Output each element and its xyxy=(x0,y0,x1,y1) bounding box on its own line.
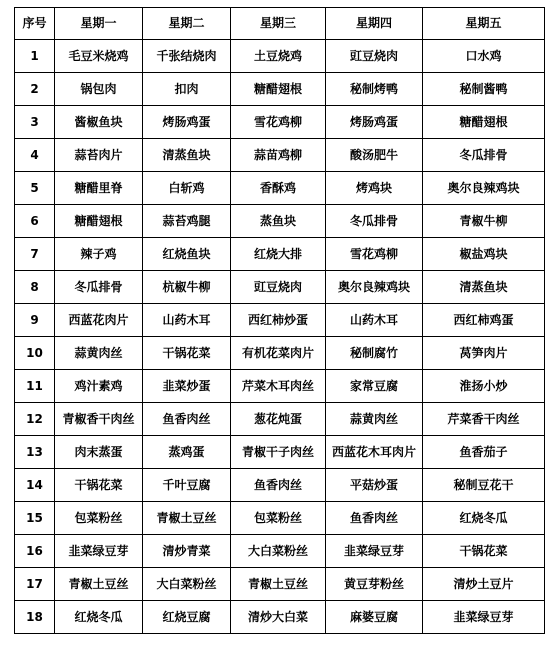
row-index-cell: 1 xyxy=(15,40,55,73)
row-index-cell: 5 xyxy=(15,172,55,205)
dish-cell-friday: 西红柿鸡蛋 xyxy=(423,304,545,337)
dish-cell-friday: 芹菜香干肉丝 xyxy=(423,403,545,436)
table-row xyxy=(15,370,545,403)
dish-cell-friday: 韭菜绿豆芽 xyxy=(423,601,545,634)
dish-cell-wednesday: 青椒干子肉丝 xyxy=(231,436,326,469)
row-index-cell: 4 xyxy=(15,139,55,172)
row-index-cell: 16 xyxy=(15,535,55,568)
dish-cell-monday: 蒜苔肉片 xyxy=(55,139,143,172)
row-index-cell: 8 xyxy=(15,271,55,304)
dish-cell-thursday: 豇豆烧肉 xyxy=(326,40,423,73)
dish-cell-wednesday: 葱花炖蛋 xyxy=(231,403,326,436)
dish-cell-friday: 秘制酱鸭 xyxy=(423,73,545,106)
dish-cell-friday: 奥尔良辣鸡块 xyxy=(423,172,545,205)
table-row xyxy=(15,238,545,271)
dish-cell-monday: 韭菜绿豆芽 xyxy=(55,535,143,568)
dish-cell-friday: 鱼香茄子 xyxy=(423,436,545,469)
dish-cell-thursday: 家常豆腐 xyxy=(326,370,423,403)
dish-cell-thursday: 平菇炒蛋 xyxy=(326,469,423,502)
table-row xyxy=(15,601,545,634)
dish-cell-monday: 干锅花菜 xyxy=(55,469,143,502)
dish-cell-friday: 干锅花菜 xyxy=(423,535,545,568)
dish-cell-wednesday: 红烧大排 xyxy=(231,238,326,271)
dish-cell-tuesday: 烤肠鸡蛋 xyxy=(143,106,231,139)
dish-cell-monday: 青椒土豆丝 xyxy=(55,568,143,601)
dish-cell-monday: 红烧冬瓜 xyxy=(55,601,143,634)
table-row xyxy=(15,337,545,370)
dish-cell-monday: 糖醋里脊 xyxy=(55,172,143,205)
table-row xyxy=(15,73,545,106)
dish-cell-friday: 淮扬小炒 xyxy=(423,370,545,403)
dish-cell-wednesday: 糖醋翅根 xyxy=(231,73,326,106)
dish-cell-wednesday: 蒜苗鸡柳 xyxy=(231,139,326,172)
dish-cell-thursday: 奥尔良辣鸡块 xyxy=(326,271,423,304)
dish-cell-thursday: 黄豆芽粉丝 xyxy=(326,568,423,601)
table-row xyxy=(15,568,545,601)
dish-cell-wednesday: 清炒大白菜 xyxy=(231,601,326,634)
dish-cell-monday: 肉末蒸蛋 xyxy=(55,436,143,469)
dish-cell-tuesday: 清炒青菜 xyxy=(143,535,231,568)
dish-cell-thursday: 秘制烤鸭 xyxy=(326,73,423,106)
dish-cell-tuesday: 千张结烧肉 xyxy=(143,40,231,73)
dish-cell-thursday: 烤肠鸡蛋 xyxy=(326,106,423,139)
dish-cell-wednesday: 土豆烧鸡 xyxy=(231,40,326,73)
header-monday: 星期一 xyxy=(55,8,143,40)
dish-cell-wednesday: 大白菜粉丝 xyxy=(231,535,326,568)
header-tuesday: 星期二 xyxy=(143,8,231,40)
dish-cell-monday: 糖醋翅根 xyxy=(55,205,143,238)
dish-cell-tuesday: 干锅花菜 xyxy=(143,337,231,370)
header-thursday: 星期四 xyxy=(326,8,423,40)
table-row xyxy=(15,271,545,304)
dish-cell-thursday: 鱼香肉丝 xyxy=(326,502,423,535)
dish-cell-friday: 红烧冬瓜 xyxy=(423,502,545,535)
dish-cell-tuesday: 鱼香肉丝 xyxy=(143,403,231,436)
row-index-cell: 6 xyxy=(15,205,55,238)
table-row xyxy=(15,172,545,205)
dish-cell-friday: 口水鸡 xyxy=(423,40,545,73)
row-index-cell: 17 xyxy=(15,568,55,601)
dish-cell-monday: 酱椒鱼块 xyxy=(55,106,143,139)
dish-cell-wednesday: 豇豆烧肉 xyxy=(231,271,326,304)
dish-cell-tuesday: 清蒸鱼块 xyxy=(143,139,231,172)
dish-cell-tuesday: 红烧豆腐 xyxy=(143,601,231,634)
dish-cell-wednesday: 包菜粉丝 xyxy=(231,502,326,535)
dish-cell-tuesday: 蒸鸡蛋 xyxy=(143,436,231,469)
dish-cell-thursday: 山药木耳 xyxy=(326,304,423,337)
dish-cell-wednesday: 鱼香肉丝 xyxy=(231,469,326,502)
dish-cell-friday: 椒盐鸡块 xyxy=(423,238,545,271)
dish-cell-tuesday: 山药木耳 xyxy=(143,304,231,337)
dish-cell-wednesday: 青椒土豆丝 xyxy=(231,568,326,601)
header-friday: 星期五 xyxy=(423,8,545,40)
table-row xyxy=(15,106,545,139)
dish-cell-wednesday: 芹菜木耳肉丝 xyxy=(231,370,326,403)
dish-cell-wednesday: 雪花鸡柳 xyxy=(231,106,326,139)
dish-cell-thursday: 西蓝花木耳肉片 xyxy=(326,436,423,469)
table-row xyxy=(15,535,545,568)
dish-cell-thursday: 酸汤肥牛 xyxy=(326,139,423,172)
dish-cell-monday: 毛豆米烧鸡 xyxy=(55,40,143,73)
dish-cell-monday: 辣子鸡 xyxy=(55,238,143,271)
dish-cell-thursday: 雪花鸡柳 xyxy=(326,238,423,271)
dish-cell-thursday: 冬瓜排骨 xyxy=(326,205,423,238)
dish-cell-wednesday: 香酥鸡 xyxy=(231,172,326,205)
row-index-cell: 3 xyxy=(15,106,55,139)
row-index-cell: 12 xyxy=(15,403,55,436)
weekly-menu-table xyxy=(14,7,545,634)
dish-cell-tuesday: 青椒土豆丝 xyxy=(143,502,231,535)
header-row xyxy=(15,8,545,40)
table-row xyxy=(15,139,545,172)
row-index-cell: 7 xyxy=(15,238,55,271)
dish-cell-tuesday: 千叶豆腐 xyxy=(143,469,231,502)
row-index-cell: 10 xyxy=(15,337,55,370)
table-row xyxy=(15,205,545,238)
dish-cell-thursday: 麻婆豆腐 xyxy=(326,601,423,634)
dish-cell-monday: 蒜黄肉丝 xyxy=(55,337,143,370)
dish-cell-tuesday: 白斩鸡 xyxy=(143,172,231,205)
dish-cell-friday: 清蒸鱼块 xyxy=(423,271,545,304)
table-body xyxy=(15,40,545,634)
dish-cell-friday: 秘制豆花干 xyxy=(423,469,545,502)
dish-cell-thursday: 韭菜绿豆芽 xyxy=(326,535,423,568)
dish-cell-tuesday: 韭菜炒蛋 xyxy=(143,370,231,403)
dish-cell-friday: 糖醋翅根 xyxy=(423,106,545,139)
row-index-cell: 15 xyxy=(15,502,55,535)
dish-cell-monday: 西蓝花肉片 xyxy=(55,304,143,337)
row-index-cell: 2 xyxy=(15,73,55,106)
dish-cell-tuesday: 杭椒牛柳 xyxy=(143,271,231,304)
dish-cell-friday: 莴笋肉片 xyxy=(423,337,545,370)
dish-cell-wednesday: 有机花菜肉片 xyxy=(231,337,326,370)
row-index-cell: 9 xyxy=(15,304,55,337)
dish-cell-thursday: 秘制腐竹 xyxy=(326,337,423,370)
table-row xyxy=(15,469,545,502)
row-index-cell: 13 xyxy=(15,436,55,469)
dish-cell-friday: 青椒牛柳 xyxy=(423,205,545,238)
dish-cell-tuesday: 扣肉 xyxy=(143,73,231,106)
dish-cell-friday: 清炒土豆片 xyxy=(423,568,545,601)
row-index-cell: 11 xyxy=(15,370,55,403)
table-row xyxy=(15,40,545,73)
dish-cell-monday: 鸡汁素鸡 xyxy=(55,370,143,403)
dish-cell-monday: 青椒香干肉丝 xyxy=(55,403,143,436)
table-row xyxy=(15,502,545,535)
dish-cell-tuesday: 大白菜粉丝 xyxy=(143,568,231,601)
row-index-cell: 18 xyxy=(15,601,55,634)
header-wednesday: 星期三 xyxy=(231,8,326,40)
dish-cell-wednesday: 西红柿炒蛋 xyxy=(231,304,326,337)
table-row xyxy=(15,403,545,436)
row-index-cell: 14 xyxy=(15,469,55,502)
dish-cell-wednesday: 蒸鱼块 xyxy=(231,205,326,238)
table-row xyxy=(15,304,545,337)
table-row xyxy=(15,436,545,469)
dish-cell-tuesday: 红烧鱼块 xyxy=(143,238,231,271)
table-header xyxy=(15,8,545,40)
dish-cell-tuesday: 蒜苔鸡腿 xyxy=(143,205,231,238)
dish-cell-monday: 锅包肉 xyxy=(55,73,143,106)
dish-cell-monday: 包菜粉丝 xyxy=(55,502,143,535)
dish-cell-thursday: 蒜黄肉丝 xyxy=(326,403,423,436)
dish-cell-thursday: 烤鸡块 xyxy=(326,172,423,205)
dish-cell-monday: 冬瓜排骨 xyxy=(55,271,143,304)
header-index: 序号 xyxy=(15,8,55,40)
dish-cell-friday: 冬瓜排骨 xyxy=(423,139,545,172)
